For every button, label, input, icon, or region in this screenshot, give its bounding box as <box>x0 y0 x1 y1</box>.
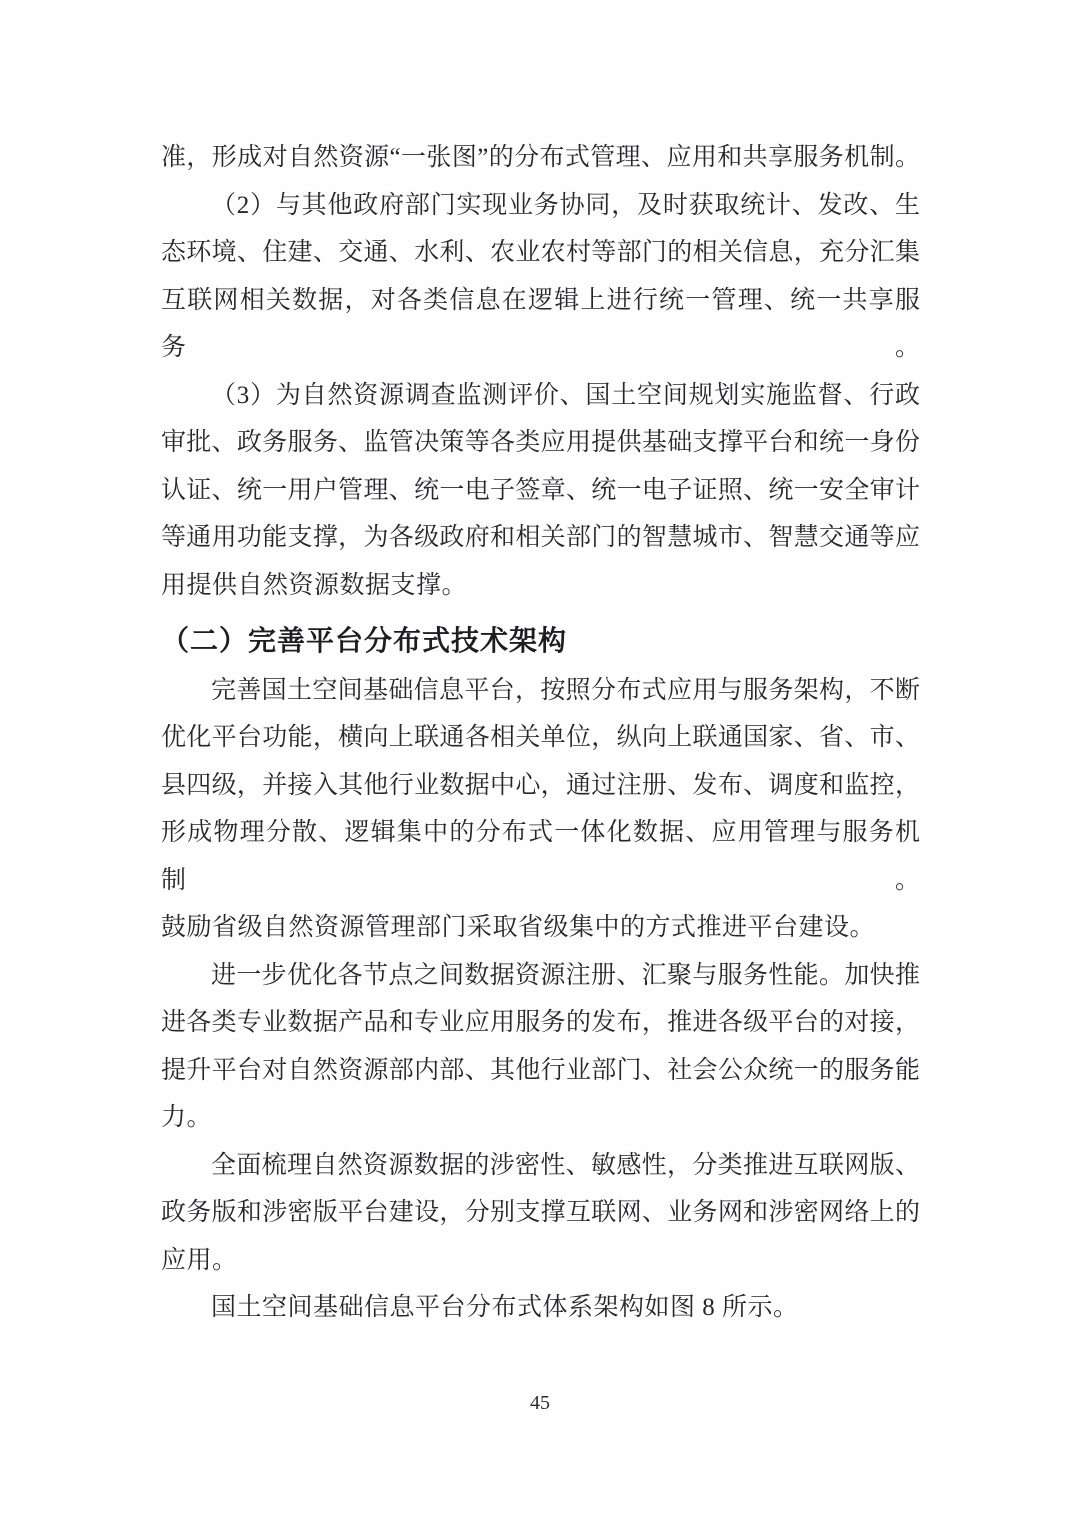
text-line: 优化平台功能，横向上联通各相关单位，纵向上联通国家、省、市、 <box>161 724 920 751</box>
text-line: 用提供自然资源数据支撑。 <box>161 571 468 599</box>
text-line: 互联网相关数据，对各类信息在逻辑上进行统一管理、统一共享服务。 <box>161 286 920 361</box>
document-body <box>161 134 920 1332</box>
text-line: 力。 <box>161 1104 213 1131</box>
text-line: 应用。 <box>161 1246 238 1274</box>
text-line: 全面梳理自然资源数据的涉密性、敏感性，分类推进互联网版、 <box>211 1151 920 1179</box>
section-heading: （二）完善平台分布式技术架构 <box>161 625 568 656</box>
page-number: 45 <box>530 1392 550 1414</box>
text-line: （2）与其他政府部门实现业务协同，及时获取统计、发改、生 <box>211 191 920 219</box>
text-line: 鼓励省级自然资源管理部门采取省级集中的方式推进平台建设。 <box>161 914 876 941</box>
text-line: 提升平台对自然资源部内部、其他行业部门、社会公众统一的服务能 <box>161 1056 920 1084</box>
text-line: 进各类专业数据产品和专业应用服务的发布，推进各级平台的对接， <box>161 1009 920 1036</box>
text-line: （3）为自然资源调查监测评价、国土空间规划实施监督、行政 <box>211 381 920 409</box>
text-line: 态环境、住建、交通、水利、农业农村等部门的相关信息，充分汇集 <box>161 239 920 266</box>
text-line: 政务版和涉密版平台建设，分别支撑互联网、业务网和涉密网络上的 <box>161 1199 920 1226</box>
text-line: 进一步优化各节点之间数据资源注册、汇聚与服务性能。加快推 <box>211 961 920 989</box>
text-line: 等通用功能支撑，为各级政府和相关部门的智慧城市、智慧交通等应 <box>161 524 920 551</box>
text-line: 完善国土空间基础信息平台，按照分布式应用与服务架构，不断 <box>211 676 920 704</box>
text-line: 审批、政务服务、监管决策等各类应用提供基础支撑平台和统一身份 <box>161 429 920 456</box>
text-line: 县四级，并接入其他行业数据中心，通过注册、发布、调度和监控， <box>161 771 920 799</box>
text-line: 国土空间基础信息平台分布式体系架构如图 8 所示。 <box>211 1294 799 1321</box>
text-line: 准，形成对自然资源“一张图”的分布式管理、应用和共享服务机制。 <box>161 144 920 171</box>
text-line: 形成物理分散、逻辑集中的分布式一体化数据、应用管理与服务机制。 <box>161 819 920 894</box>
text-line: 认证、统一用户管理、统一电子签章、统一电子证照、统一安全审计 <box>161 476 920 504</box>
